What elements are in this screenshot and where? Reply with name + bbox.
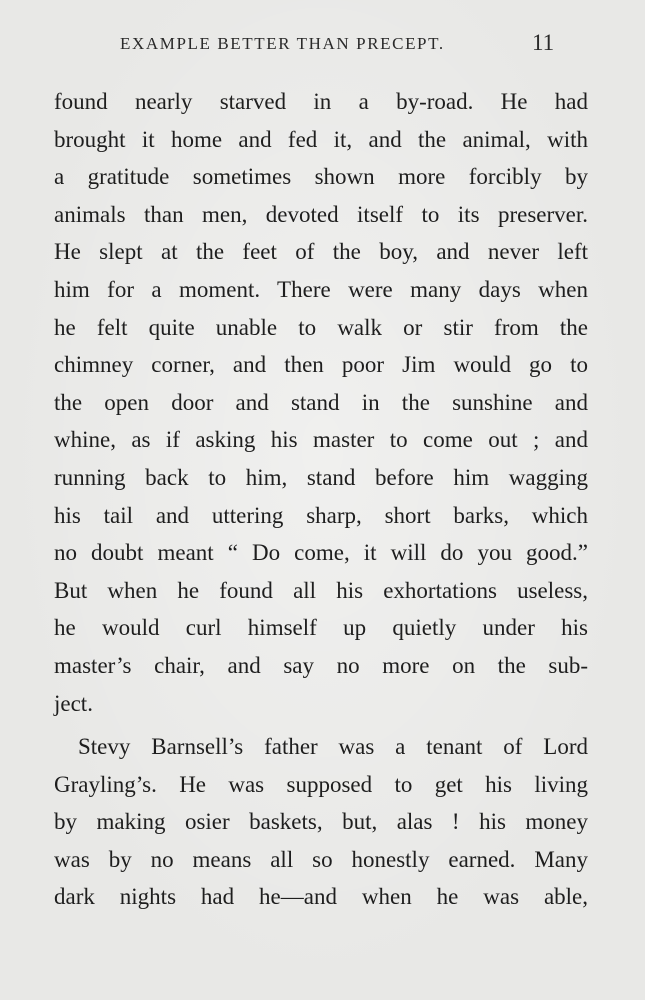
text-line: him for a moment. There were many days when	[54, 276, 588, 302]
text-line: brought it home and fed it, and the animal, with	[54, 126, 588, 152]
text-line: master’s chair, and say no more on the sub-	[54, 652, 588, 678]
body-text	[54, 83, 588, 916]
text-line: running back to him, stand before him wagging	[54, 464, 588, 490]
text-line: was by no means all so honestly earned. Many	[54, 846, 588, 872]
text-line: found nearly starved in a by-road. He had	[54, 89, 588, 114]
text-line: the open door and stand in the sunshine and	[54, 389, 588, 415]
page-number: 11	[532, 30, 555, 55]
text-line: he would curl himself up quietly under his	[54, 615, 588, 641]
text-line: whine, as if asking his master to come out ; and	[54, 427, 588, 453]
text-line: a gratitude sometimes shown more forcibly by	[54, 164, 588, 190]
text-line: chimney corner, and then poor Jim would go to	[54, 352, 588, 378]
text-line: animals than men, devoted itself to its preserver.	[54, 201, 588, 227]
text-line: Grayling’s. He was supposed to get his living	[54, 771, 588, 797]
text-line: no doubt meant “ Do come, it will do you good.”	[54, 540, 588, 566]
paragraph	[54, 83, 588, 722]
text-line: he felt quite unable to walk or stir from the	[54, 314, 588, 340]
text-line: But when he found all his exhortations useless,	[54, 577, 588, 603]
text-line: his tail and uttering sharp, short barks, which	[54, 502, 588, 528]
text-line: He slept at the feet of the boy, and never left	[54, 239, 588, 265]
text-line: dark nights had he—and when he was able,	[54, 884, 588, 910]
text-line: by making osier baskets, but, alas ! his money	[54, 809, 588, 835]
text-line: Stevy Barnsell’s father was a tenant of Lord	[78, 734, 588, 760]
text-line: ject.	[54, 690, 93, 716]
running-head: EXAMPLE BETTER THAN PRECEPT.	[120, 34, 445, 53]
paragraph	[54, 728, 588, 916]
